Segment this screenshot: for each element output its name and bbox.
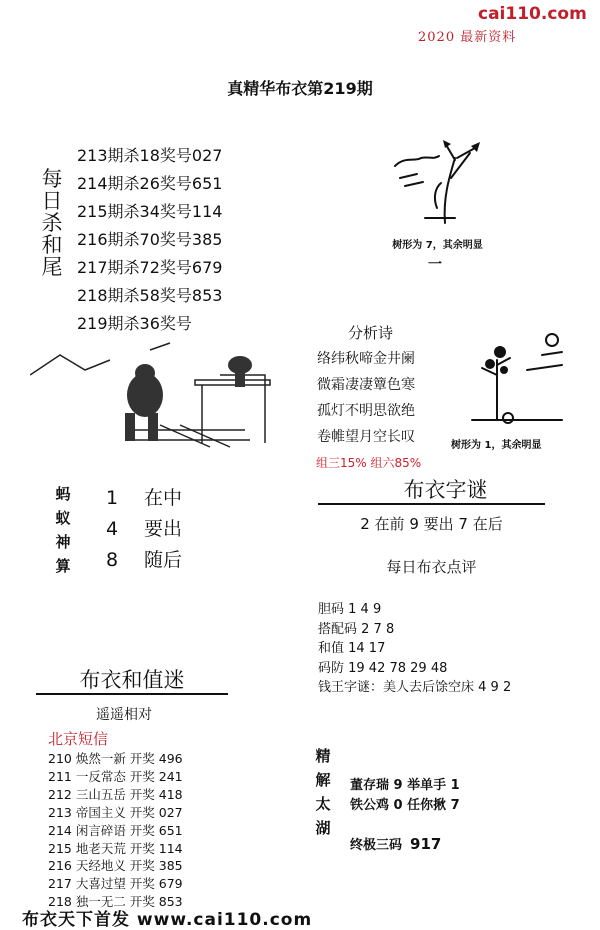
beijing-row: 214 闲言碎语 开奖 651 bbox=[48, 822, 183, 838]
ant-list bbox=[106, 483, 182, 576]
beijing-title: 北京短信 bbox=[48, 730, 109, 748]
ant-text: 随后 bbox=[144, 549, 183, 571]
value-riddle-subtitle: 遥遥相对 bbox=[96, 707, 152, 723]
ant-text: 要出 bbox=[144, 518, 183, 540]
riddle-divider bbox=[318, 503, 545, 505]
tree-caption-1: 树形为 7，其余明显 bbox=[392, 240, 483, 251]
value-riddle-title: 布衣和值迷 bbox=[79, 668, 185, 692]
ant-row bbox=[106, 545, 182, 576]
ant-text: 在中 bbox=[144, 487, 183, 509]
daily-kill-list bbox=[77, 142, 222, 338]
ant-row bbox=[106, 483, 182, 514]
daily-kill-row: 214期杀26奖号651 bbox=[77, 174, 223, 193]
beijing-row: 216 天经地义 开奖 385 bbox=[48, 858, 183, 874]
review-row: 胆码 1 4 9 bbox=[318, 602, 382, 617]
daily-kill-row: 217期杀72奖号679 bbox=[77, 258, 223, 277]
taihu-label: 精解太湖 bbox=[315, 747, 331, 837]
poem-lines bbox=[317, 346, 415, 450]
beijing-row: 218 独一无二 开奖 853 bbox=[48, 894, 183, 910]
ant-row bbox=[106, 514, 182, 545]
riddle-title: 布衣字谜 bbox=[403, 478, 488, 502]
review-row: 搭配码 2 7 8 bbox=[318, 621, 395, 637]
review-row: 和值 14 17 bbox=[318, 641, 386, 656]
cartoon-illustration bbox=[30, 335, 275, 450]
beijing-row: 217 大喜过望 开奖 679 bbox=[48, 876, 183, 892]
tree-dash: 一 bbox=[428, 257, 442, 273]
final-value: 917 bbox=[410, 835, 442, 853]
value-riddle-divider bbox=[36, 693, 228, 695]
beijing-list bbox=[48, 750, 183, 911]
daily-kill-row: 215期杀34奖号114 bbox=[77, 202, 223, 221]
daily-kill-row: 213期杀18奖号027 bbox=[77, 146, 223, 165]
final-label: 终极三码 bbox=[350, 838, 403, 853]
ant-num: 1 bbox=[106, 487, 119, 509]
daily-kill-row: 216期杀70奖号385 bbox=[77, 230, 223, 249]
review-row: 钱王字谜：美人去后馀空床 4 9 2 bbox=[318, 680, 512, 695]
poem-line: 孤灯不明思欲绝 bbox=[317, 403, 415, 419]
ant-num: 8 bbox=[106, 549, 119, 571]
taihu-row: 董存瑞 9 举单手 1 bbox=[350, 778, 460, 793]
daily-kill-row: 218期杀58奖号853 bbox=[77, 286, 223, 305]
beijing-row: 215 地老天荒 开奖 114 bbox=[48, 840, 183, 856]
review-row: 码防 19 42 78 29 48 bbox=[318, 660, 448, 676]
taihu-row: 铁公鸡 0 任你揪 7 bbox=[350, 798, 460, 813]
daily-kill-label: 每日杀和尾 bbox=[41, 167, 63, 279]
beijing-row: 213 帝国主义 开奖 027 bbox=[48, 804, 183, 820]
tree-sketch-illustration bbox=[385, 138, 485, 233]
daily-review-list bbox=[318, 600, 511, 698]
poem-line: 卷帷望月空长叹 bbox=[317, 429, 415, 445]
taihu-list bbox=[350, 776, 460, 816]
beijing-row: 211 一反常态 开奖 241 bbox=[48, 768, 183, 784]
brand-subtitle: 2020 最新资料 bbox=[418, 30, 517, 45]
poem-line: 络纬秋啼金井阑 bbox=[317, 351, 415, 367]
tree-sketch-illustration-2 bbox=[462, 330, 572, 430]
page-title: 真精华布衣第219期 bbox=[227, 79, 373, 98]
poem-line: 微霜凄凄簟色寒 bbox=[317, 377, 415, 393]
daily-kill-row: 219期杀36奖号 bbox=[77, 314, 192, 333]
beijing-row: 210 焕然一新 开奖 496 bbox=[48, 751, 183, 766]
poem-title: 分析诗 bbox=[348, 324, 394, 342]
beijing-row: 212 三山五岳 开奖 418 bbox=[48, 786, 183, 802]
ant-num: 4 bbox=[106, 518, 119, 540]
brand-url: cai110.com bbox=[478, 4, 587, 24]
tree-caption-2: 树形为 1，其余明显 bbox=[451, 440, 542, 451]
ant-label: 蚂蚁神算 bbox=[55, 485, 71, 575]
footer-text: 布衣天下首发 www.cai110.com bbox=[22, 910, 313, 930]
group-percent: 组三15% 组六85% bbox=[316, 456, 422, 470]
daily-review-title: 每日布衣点评 bbox=[386, 558, 477, 576]
riddle-text: 2 在前 9 要出 7 在后 bbox=[360, 515, 503, 533]
final-three-codes bbox=[350, 834, 441, 853]
